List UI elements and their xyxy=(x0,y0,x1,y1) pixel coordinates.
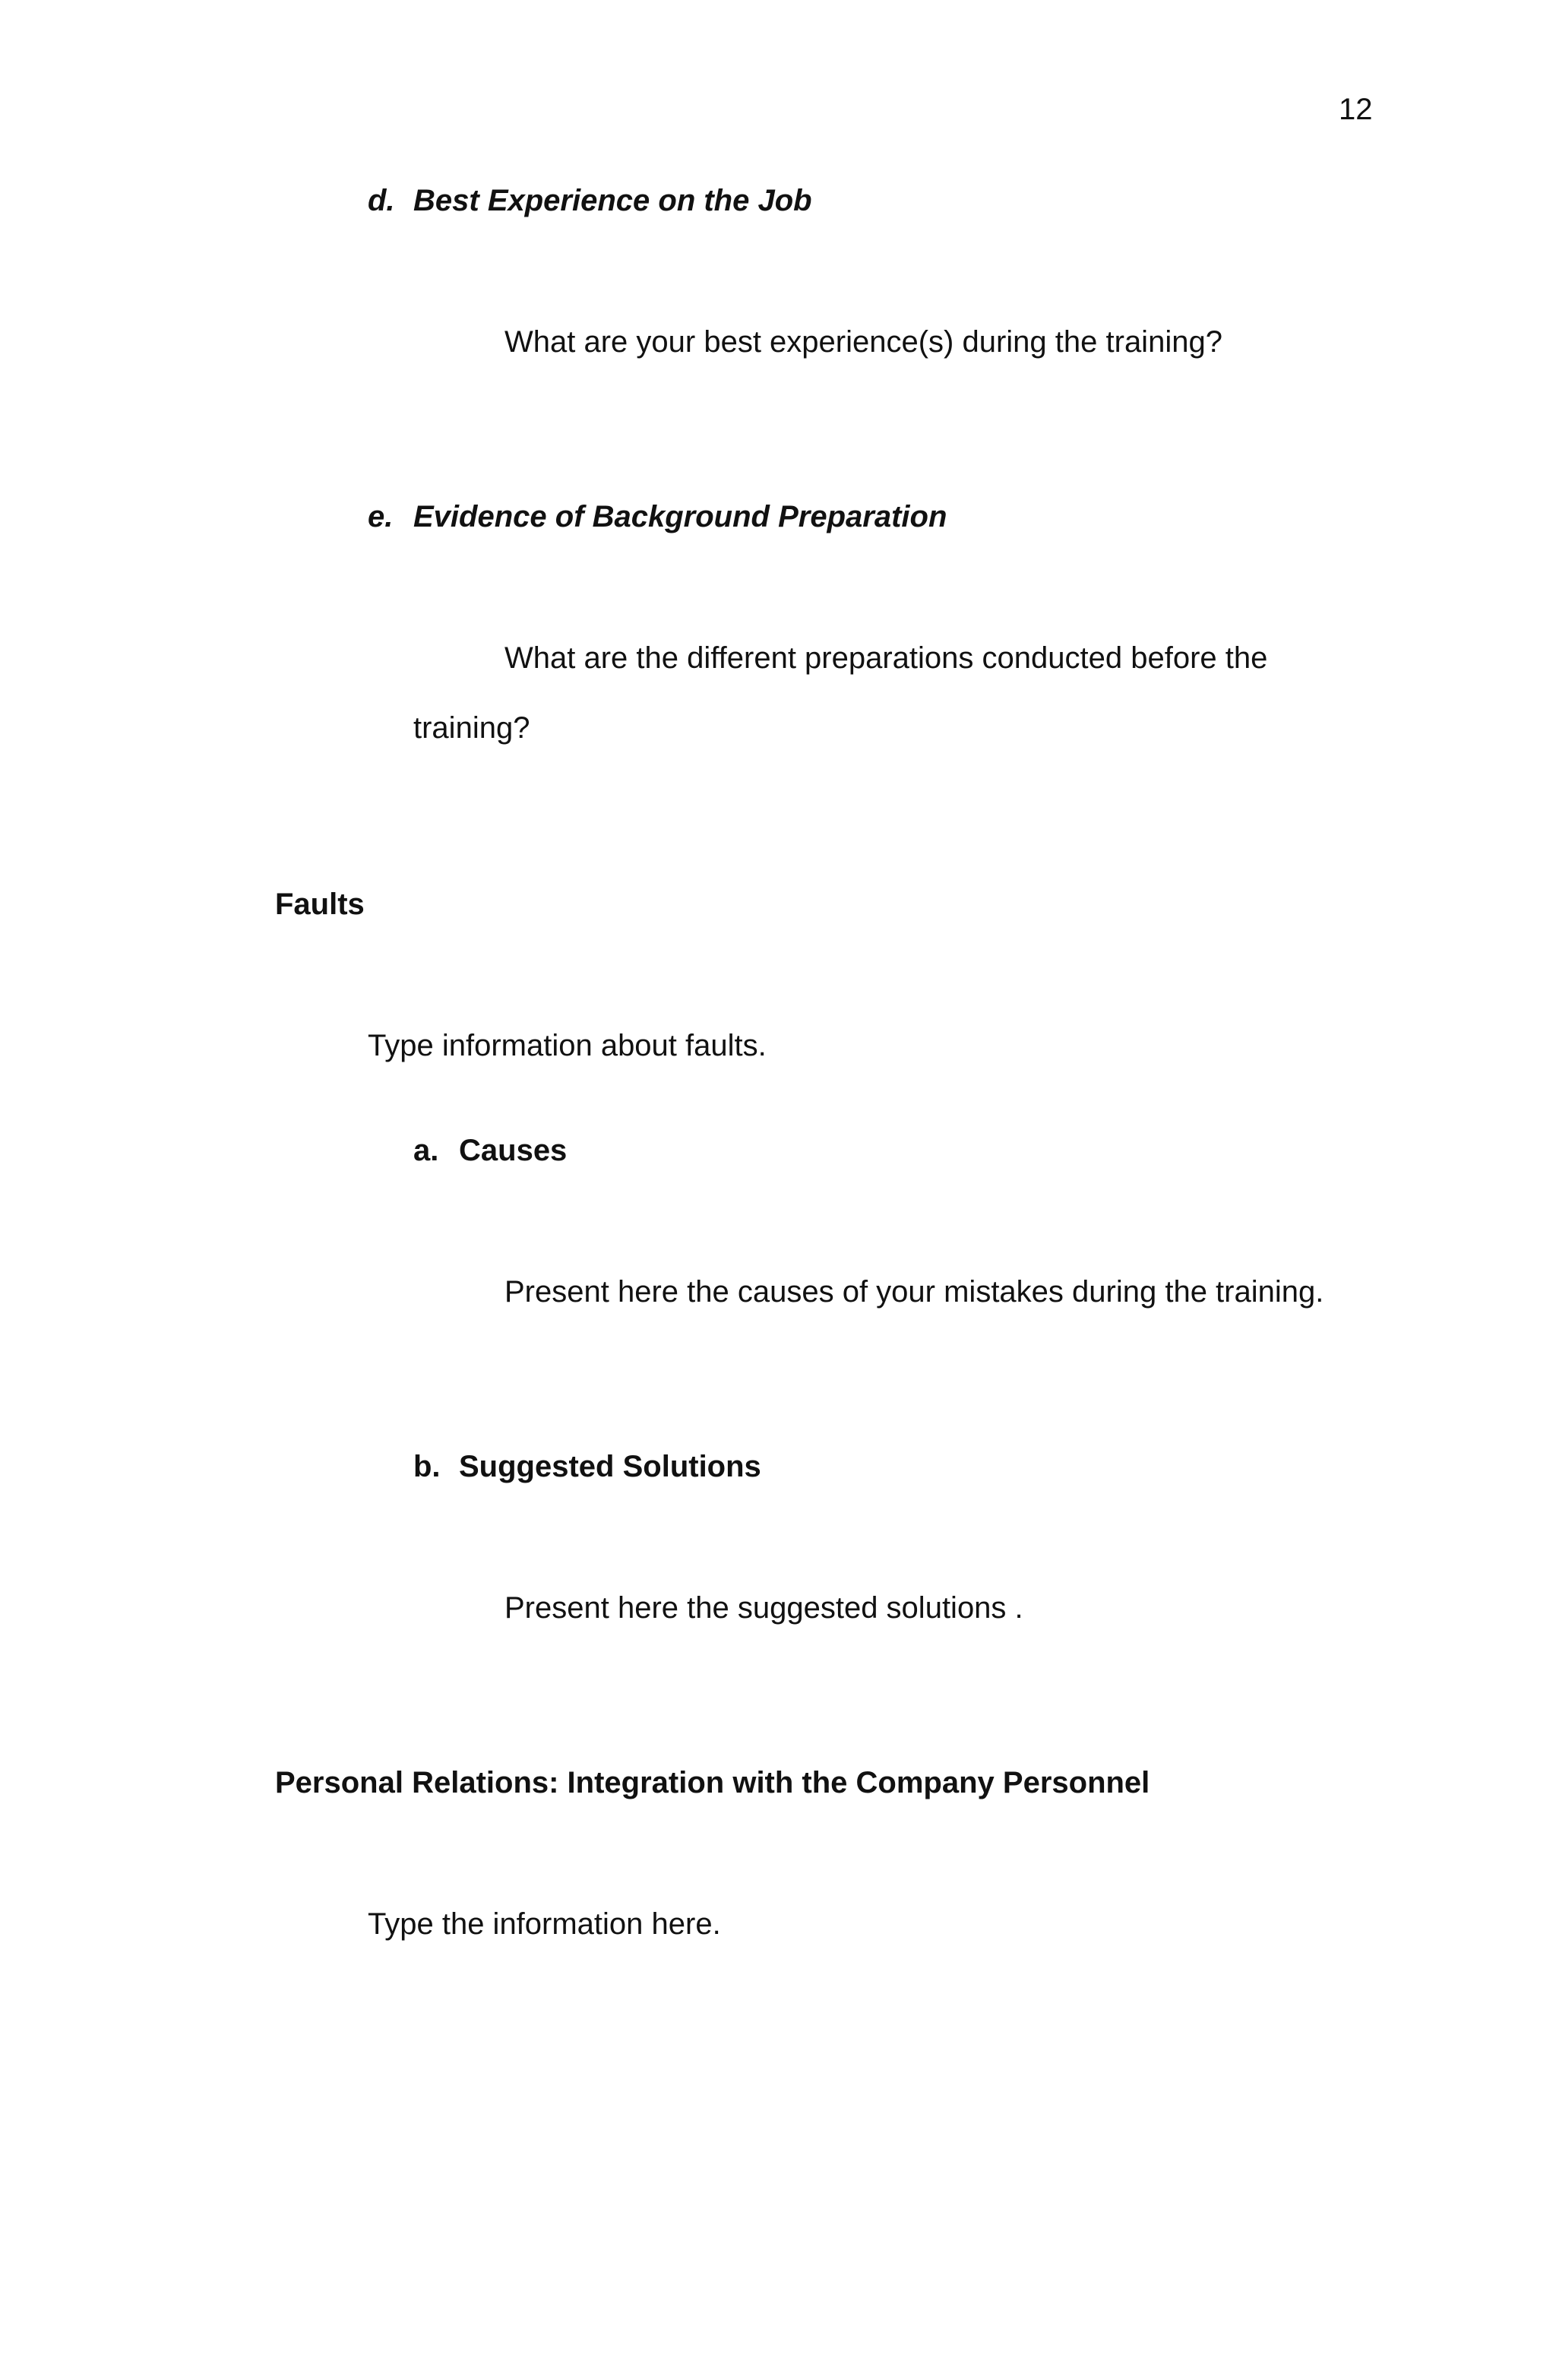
section-d-body: What are your best experience(s) during the training? xyxy=(504,325,1222,359)
faults-heading: Faults xyxy=(275,888,365,921)
faults-intro: Type information about faults. xyxy=(368,1029,767,1062)
section-e-marker: e. xyxy=(368,500,394,533)
section-e-heading: Evidence of Background Preparation xyxy=(413,500,947,533)
faults-a-body: Present here the causes of your mistakes during the training. xyxy=(504,1275,1324,1309)
faults-b-body: Present here the suggested solutions . xyxy=(504,1591,1023,1625)
section-d-heading: Best Experience on the Job xyxy=(413,184,812,217)
personal-relations-heading: Personal Relations: Integration with the Company Personnel xyxy=(275,1766,1150,1799)
section-e-body-line2: training? xyxy=(413,711,530,745)
section-d-marker: d. xyxy=(368,184,395,217)
personal-relations-body: Type the information here. xyxy=(368,1907,721,1941)
section-e-body-line1: What are the different preparations conducted before the xyxy=(504,641,1268,675)
faults-a-heading: Causes xyxy=(459,1134,568,1167)
faults-b-heading: Suggested Solutions xyxy=(459,1450,761,1483)
faults-b-marker: b. xyxy=(413,1450,441,1483)
page-number: 12 xyxy=(1339,93,1373,126)
faults-a-marker: a. xyxy=(413,1134,439,1167)
